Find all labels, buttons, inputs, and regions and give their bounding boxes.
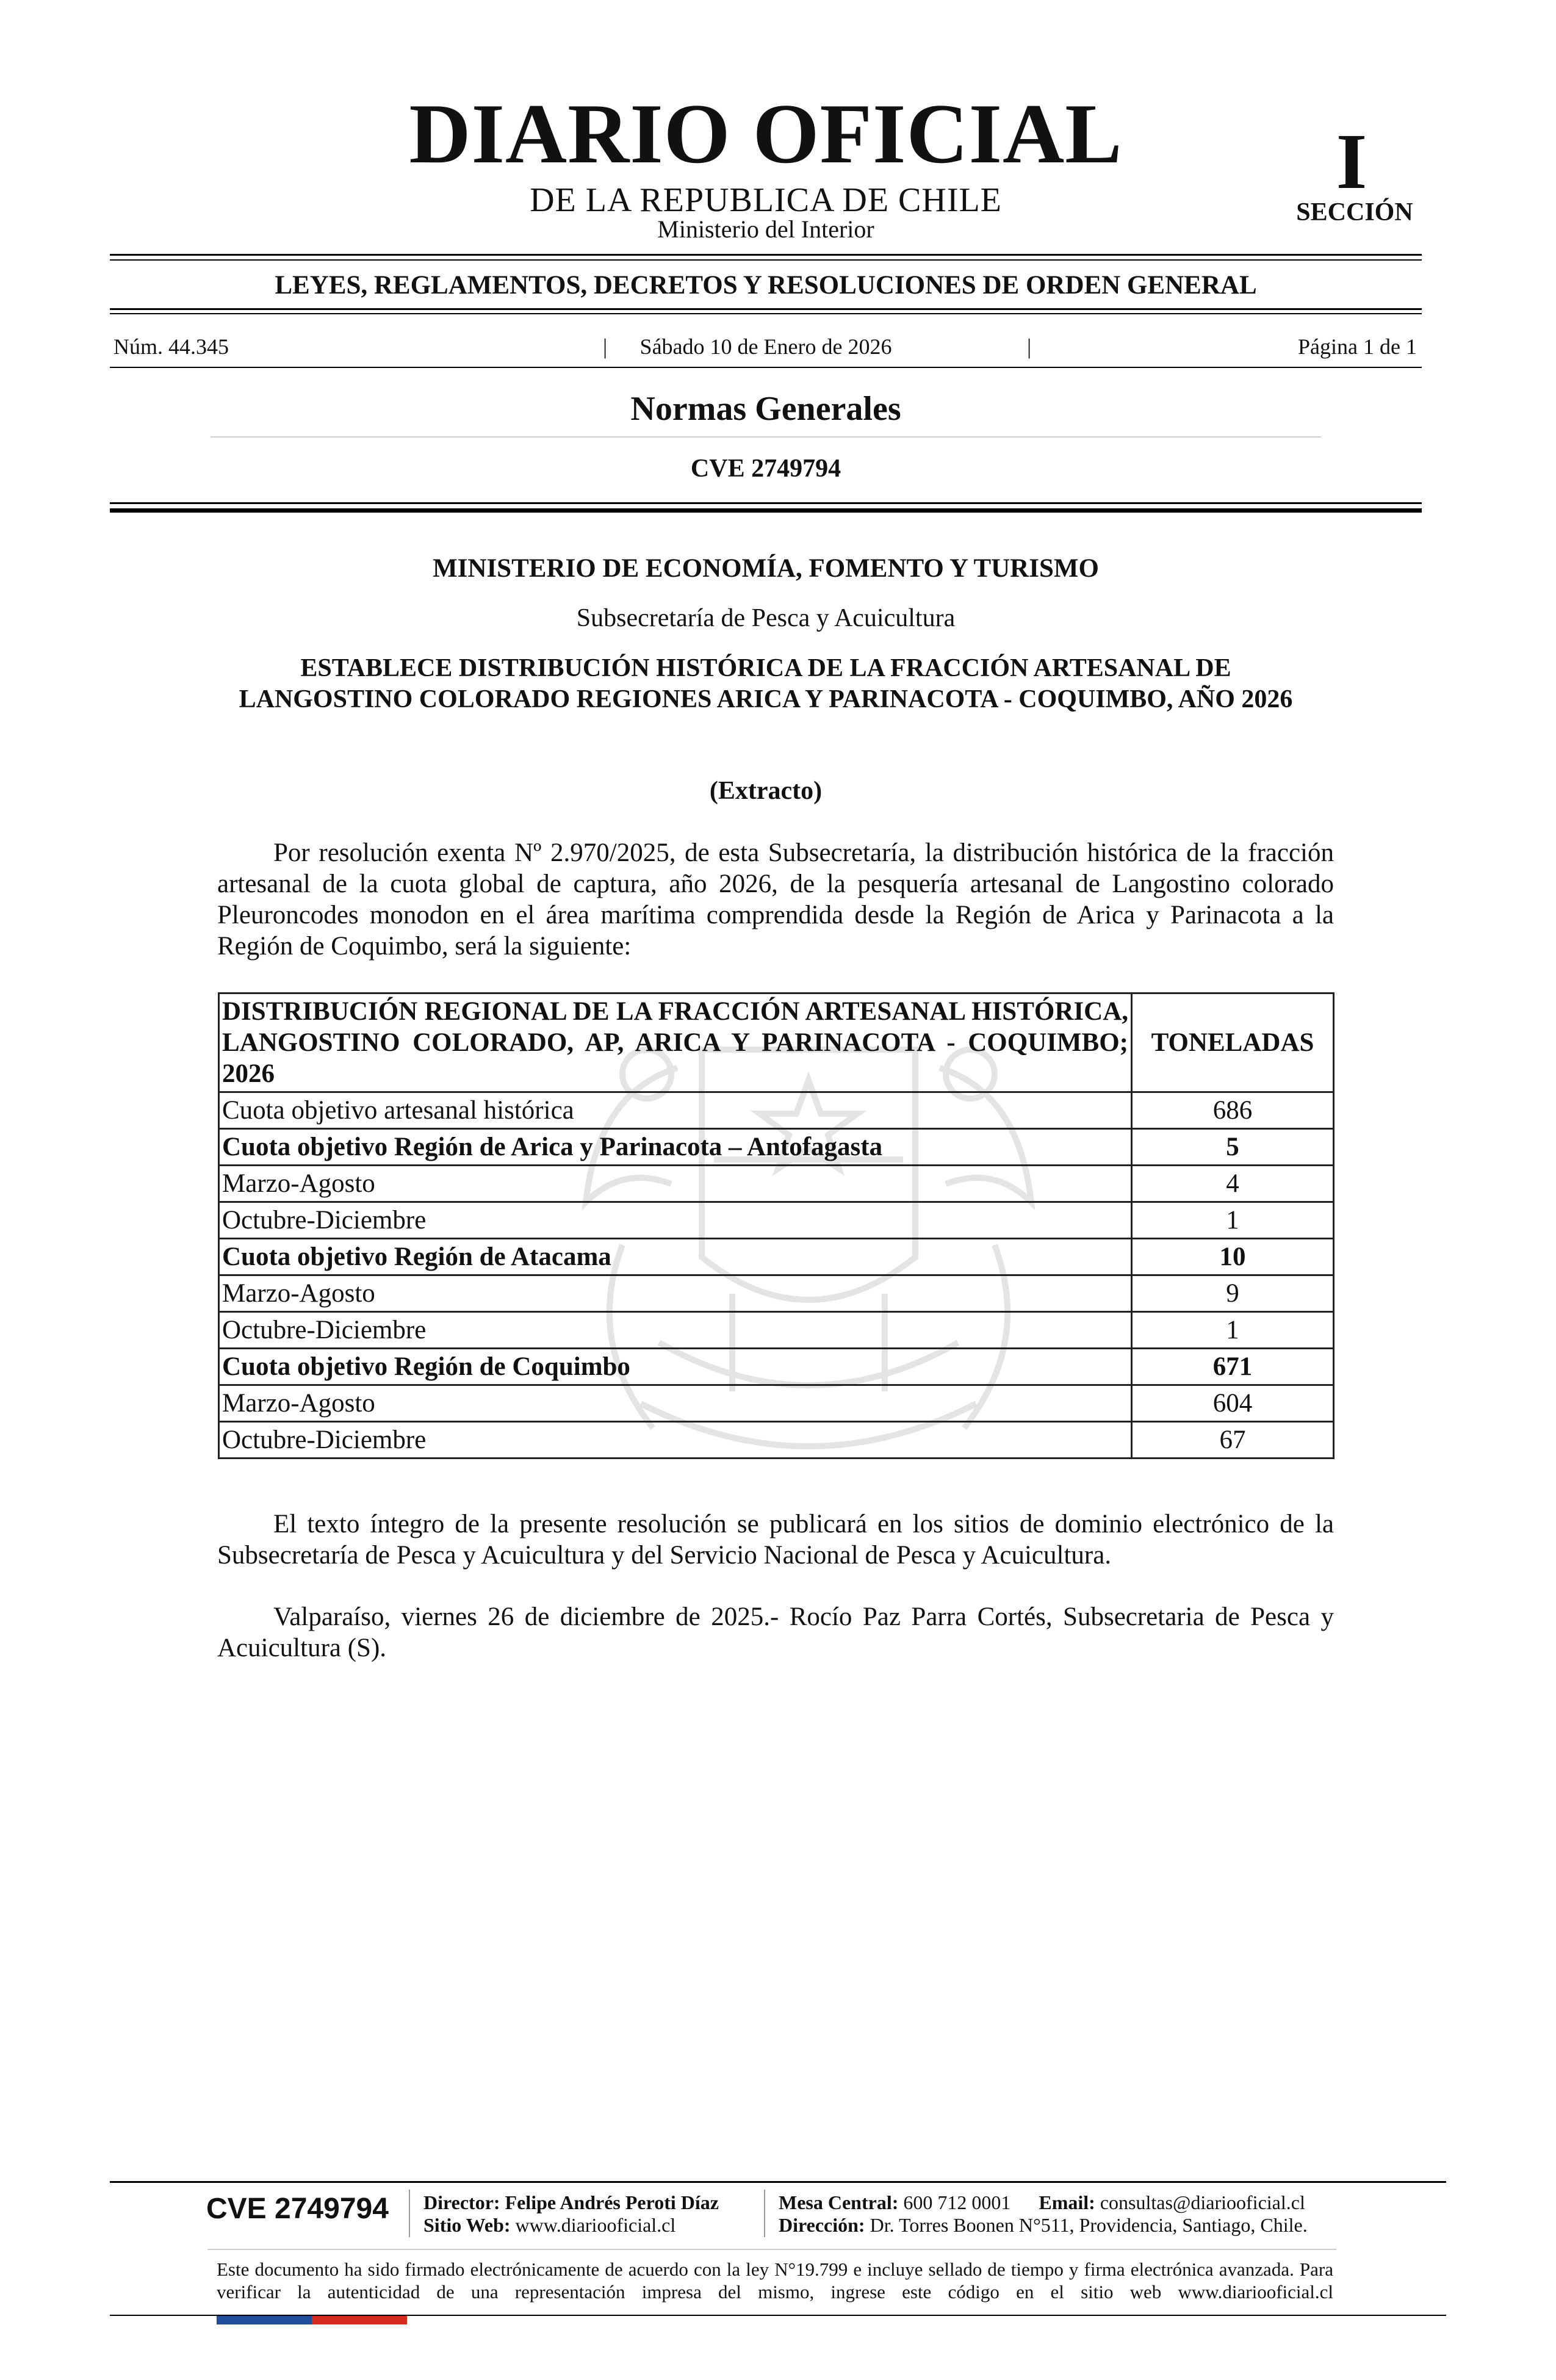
footer-divider (409, 2190, 410, 2237)
footer-web-label: Sitio Web: (423, 2214, 511, 2236)
table-row (219, 1349, 1334, 1385)
table-row (219, 1422, 1334, 1459)
row-value: 67 (1132, 1422, 1334, 1459)
footer-contact (779, 2191, 1305, 2214)
footer-director-name: Felipe Andrés Peroti Díaz (505, 2191, 719, 2213)
footer-address (779, 2213, 1308, 2237)
table-row (219, 1129, 1334, 1166)
row-label: Marzo-Agosto (219, 1275, 1132, 1312)
laws-banner: LEYES, REGLAMENTOS, DECRETOS Y RESOLUCIONES DE ORDEN GENERAL (275, 271, 1257, 300)
row-label: Cuota objetivo Región de Arica y Parinacota – Antofagasta (219, 1129, 1132, 1166)
table-row (219, 1202, 1334, 1239)
footer-website (423, 2213, 675, 2237)
footer-mesa-label: Mesa Central: (779, 2191, 899, 2213)
row-label: Marzo-Agosto (219, 1385, 1132, 1422)
masthead-title: DIARIO OFICIAL (409, 87, 1123, 181)
header-rule-bottom-thick (110, 508, 1422, 513)
section-number: I (1336, 118, 1367, 206)
row-label: Marzo-Agosto (219, 1166, 1132, 1202)
footer-direccion-value: Dr. Torres Boonen N°511, Providencia, Santiago, Chile. (870, 2214, 1308, 2236)
laws-rule-thin (110, 313, 1422, 314)
full-text-notice-paragraph: El texto íntegro de la presente resolución se publicará en los sitios de dominio electrónico de la Subsecretaría de Pesca y Acuicultura y del Servicio Nacional de Pesca y Acuicultura. (217, 1510, 1334, 1570)
table-header-row (219, 993, 1334, 1092)
issue-rule (110, 367, 1422, 368)
row-label: Octubre-Diciembre (219, 1422, 1132, 1459)
footer-email-label: Email: (1039, 2191, 1095, 2213)
issue-separator: | (1027, 334, 1032, 359)
document-subsecretaria: Subsecretaría de Pesca y Acuicultura (576, 604, 956, 632)
row-value: 671 (1132, 1349, 1334, 1385)
distribution-table (218, 992, 1334, 1459)
section-heading-rule (211, 436, 1321, 438)
row-value: 1 (1132, 1202, 1334, 1239)
row-value: 686 (1132, 1092, 1334, 1129)
masthead-ministry: Ministerio del Interior (657, 215, 874, 243)
row-label: Cuota objetivo Región de Coquimbo (219, 1349, 1132, 1385)
footer-cve: CVE 2749794 (206, 2193, 389, 2225)
table-header-toneladas: TONELADAS (1132, 993, 1334, 1092)
footer-rule-top (110, 2181, 1446, 2183)
flag-stripe (217, 2316, 407, 2324)
issue-number: Núm. 44.345 (113, 334, 229, 359)
footer-director (423, 2191, 719, 2214)
issue-date: Sábado 10 de Enero de 2026 (639, 334, 892, 359)
row-value: 4 (1132, 1166, 1334, 1202)
table-header-description: DISTRIBUCIÓN REGIONAL DE LA FRACCIÓN ARTESANAL HISTÓRICA, LANGOSTINO COLORADO, AP, ARICA Y PARINACOTA - COQUIMBO; 2026 (219, 993, 1132, 1092)
document-ministry: MINISTERIO DE ECONOMÍA, FOMENTO Y TURISMO (433, 554, 1099, 583)
footer-mesa-value: 600 712 0001 (903, 2191, 1011, 2213)
intro-paragraph: Por resolución exenta Nº 2.970/2025, de esta Subsecretaría, la distribución histórica de la fracción artesanal de la cuota global de captura, año 2026, de la pesquería artesanal de Langostino colorado Pleuroncodes monodon en el área marítima comprendida desde la Región de Arica y Parinacota a la Región de Coquimbo, será la siguiente: (217, 838, 1334, 961)
flag-blue-segment (217, 2316, 312, 2324)
issue-bar (110, 334, 1422, 359)
section-heading: Normas Generales (630, 390, 901, 428)
row-value: 1 (1132, 1312, 1334, 1349)
header-rule-bottom (110, 502, 1422, 504)
row-label: Cuota objetivo Región de Atacama (219, 1239, 1132, 1275)
row-label: Octubre-Diciembre (219, 1202, 1132, 1239)
table-row (219, 1275, 1334, 1312)
signature-paragraph: Valparaíso, viernes 26 de diciembre de 2025.- Rocío Paz Parra Cortés, Subsecretaria de Pesca y Acuicultura (S). (217, 1603, 1334, 1662)
footer-divider (764, 2190, 765, 2237)
flag-red-segment (312, 2316, 407, 2324)
resolution-title: ESTABLECE DISTRIBUCIÓN HISTÓRICA DE LA FRACCIÓN ARTESANAL DE LANGOSTINO COLORADO REGIONES ARICA Y PARINACOTA - COQUIMBO, AÑO 2026 (239, 654, 1293, 713)
row-label: Octubre-Diciembre (219, 1312, 1132, 1349)
table-row (219, 1312, 1334, 1349)
row-value: 10 (1132, 1239, 1334, 1275)
issue-separator: | (603, 334, 608, 359)
table-row (219, 1239, 1334, 1275)
row-value: 5 (1132, 1129, 1334, 1166)
table-row (219, 1385, 1334, 1422)
footer-email-link[interactable]: consultas@diariooficial.cl (1100, 2191, 1305, 2213)
table-row (219, 1166, 1334, 1202)
laws-rule (110, 308, 1422, 310)
masthead-subtitle: DE LA REPUBLICA DE CHILE (530, 181, 1002, 219)
footer-web-link[interactable]: www.diariooficial.cl (515, 2214, 676, 2236)
issue-page: Página 1 de 1 (1298, 334, 1417, 359)
extracto-label: (Extracto) (709, 777, 823, 805)
row-label: Cuota objetivo artesanal histórica (219, 1092, 1132, 1129)
cve-heading: CVE 2749794 (690, 455, 841, 483)
section-label: SECCIÓN (1296, 198, 1413, 226)
masthead-rule-top (110, 254, 1422, 256)
footer-direccion-label: Dirección: (779, 2214, 865, 2236)
table-row (219, 1092, 1334, 1129)
footer-director-label: Director: (423, 2191, 500, 2213)
row-value: 604 (1132, 1385, 1334, 1422)
footer-legal-notice: Este documento ha sido firmado electrónicamente de acuerdo con la ley N°19.799 e incluye sellado de tiempo y firma electrónica avanzada. Para verificar la autenticidad de una representación impresa del mismo, ingrese este código en el sitio web www.diariooficial.cl (217, 2259, 1333, 2302)
masthead-rule-top-thin (110, 259, 1422, 261)
footer-rule-mid (207, 2249, 1336, 2250)
row-value: 9 (1132, 1275, 1334, 1312)
